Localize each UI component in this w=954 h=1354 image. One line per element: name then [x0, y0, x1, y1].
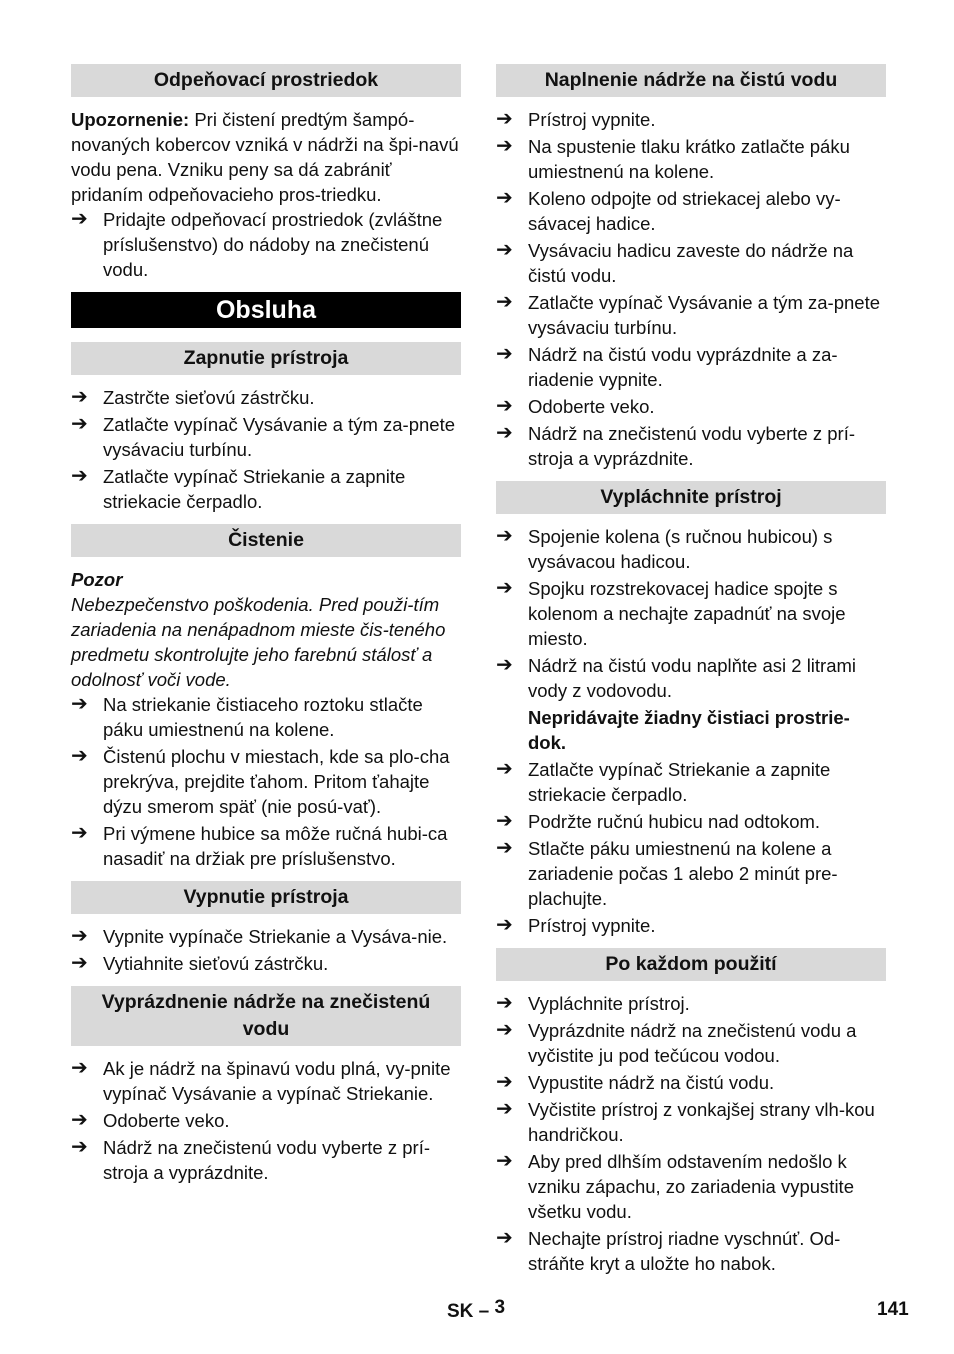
list-item-text: Vysávaciu hadicu zaveste do nádrže na čistú vodu.: [528, 240, 854, 286]
list-item: [496, 653, 886, 703]
list-item: [496, 186, 886, 236]
list-item-text: Zatlačte vypínač Striekanie a zapnite striekacie čerpadlo.: [103, 466, 406, 512]
list-item-text: Podržte ručnú hubicu nad odtokom.: [528, 811, 821, 832]
bullet-list: [71, 385, 461, 514]
list-item-text: Zastrčte sieťovú zástrčku.: [103, 387, 315, 408]
section-title: Vypnutie prístroja: [71, 881, 461, 914]
list-item: [496, 913, 886, 938]
arrow-right-icon: ➔: [496, 525, 513, 547]
list-item: [496, 757, 886, 807]
arrow-right-icon: ➔: [496, 992, 513, 1014]
bold-note: Nepridávajte žiadny čistiaci prostrie-dok.: [528, 707, 850, 753]
list-item-text: Prístroj vypnite.: [528, 109, 656, 130]
bullet-list: [496, 991, 886, 1276]
list-item-text: Spojku rozstrekovacej hadice spojte s kolenom a nechajte zapadnúť na svoje miesto.: [528, 578, 846, 649]
list-item: [71, 951, 461, 976]
list-item: [496, 238, 886, 288]
arrow-right-icon: ➔: [496, 395, 513, 417]
list-item-text: Odoberte veko.: [103, 1110, 230, 1131]
list-item-text: Vypustite nádrž na čistú vodu.: [528, 1072, 775, 1093]
arrow-right-icon: ➔: [71, 745, 88, 767]
list-item: [496, 134, 886, 184]
section-title: Vyprázdnenie nádrže na znečistenú vodu: [71, 986, 461, 1046]
list-item-text: Na striekanie čistiaceho roztoku stlačte páku umiestnenú na kolene.: [103, 694, 423, 740]
arrow-right-icon: ➔: [71, 413, 88, 435]
list-item: [71, 207, 461, 282]
list-item-text: Vypláchnite prístroj.: [528, 993, 690, 1014]
list-item: [496, 836, 886, 911]
section-title: Po každom použití: [496, 948, 886, 981]
list-item-text: Vypnite vypínače Striekanie a Vysáva-nie.: [103, 926, 448, 947]
arrow-right-icon: ➔: [71, 465, 88, 487]
bullet-list: [496, 524, 886, 703]
list-item-text: Vyprázdnite nádrž na znečistenú vodu a vyčistite ju pod tečúcou vodou.: [528, 1020, 857, 1066]
list-item: [496, 576, 886, 651]
warning-text: Nebezpečenstvo poškodenia. Pred použi-tím zariadenia na nenápadnom mieste čis-teného predmetu skontrolujte jeho farebnú stálosť a odolnosť voči vode.: [71, 594, 446, 690]
bullet-list: [71, 207, 461, 282]
list-item: [496, 809, 886, 834]
arrow-right-icon: ➔: [496, 810, 513, 832]
arrow-right-icon: ➔: [496, 1098, 513, 1120]
list-item-text: Zatlačte vypínač Vysávanie a tým za-pnete vysávaciu turbínu.: [103, 414, 456, 460]
list-item: [71, 1108, 461, 1133]
list-item: [71, 924, 461, 949]
left-column: [71, 64, 461, 1187]
list-item-text: Pridajte odpeňovací prostriedok (zvláštne príslušenstvo) do nádoby na znečistenú vodu.: [103, 209, 443, 280]
arrow-right-icon: ➔: [71, 1109, 88, 1131]
arrow-right-icon: ➔: [496, 343, 513, 365]
list-item-text: Ak je nádrž na špinavú vodu plná, vy-pnite vypínač Vysávanie a vypínač Striekanie.: [103, 1058, 451, 1104]
arrow-right-icon: ➔: [71, 1136, 88, 1158]
list-item: [496, 991, 886, 1016]
arrow-right-icon: ➔: [71, 386, 88, 408]
arrow-right-icon: ➔: [496, 577, 513, 599]
note-label: Upozornenie:: [71, 109, 190, 130]
list-item-text: Koleno odpojte od striekacej alebo vy-sávacej hadice.: [528, 188, 841, 234]
warning-title: Pozor: [71, 569, 123, 590]
arrow-right-icon: ➔: [496, 135, 513, 157]
arrow-right-icon: ➔: [496, 422, 513, 444]
right-column: [496, 64, 886, 1278]
list-item: [71, 1135, 461, 1185]
page-number: 141: [877, 1299, 909, 1320]
list-item-text: Stlačte páku umiestnenú na kolene a zariadenie počas 1 alebo 2 minút pre-plachujte.: [528, 838, 838, 909]
arrow-right-icon: ➔: [496, 291, 513, 313]
list-item-text: Nádrž na čistú vodu vyprázdnite a za-riadenie vypnite.: [528, 344, 838, 390]
list-item-text: Aby pred dlhším odstavením nedošlo k vzniku zápachu, zo zariadenia vypustite všetku vodu.: [528, 1151, 854, 1222]
list-item-text: Odoberte veko.: [528, 396, 655, 417]
arrow-right-icon: ➔: [496, 654, 513, 676]
list-item: [71, 412, 461, 462]
list-item-text: Pri výmene hubice sa môže ručná hubi-ca nasadiť na držiak pre príslušenstvo.: [103, 823, 448, 869]
bullet-list: [71, 692, 461, 871]
footer-sub-page: 3: [494, 1297, 506, 1318]
list-item: [496, 1226, 886, 1276]
note-paragraph: [71, 107, 461, 207]
list-item: [496, 290, 886, 340]
arrow-right-icon: ➔: [71, 822, 88, 844]
arrow-right-icon: ➔: [496, 758, 513, 780]
list-item: [496, 1097, 886, 1147]
list-item: [71, 744, 461, 819]
list-item: [496, 107, 886, 132]
section-title: Čistenie: [71, 524, 461, 557]
section-title: Zapnutie prístroja: [71, 342, 461, 375]
arrow-right-icon: ➔: [496, 914, 513, 936]
arrow-right-icon: ➔: [71, 1057, 88, 1079]
list-item-text: Vytiahnite sieťovú zástrčku.: [103, 953, 329, 974]
list-item: [71, 385, 461, 410]
section-title: Vypláchnite prístroj: [496, 481, 886, 514]
list-item: [496, 394, 886, 419]
list-item-text: Čistenú plochu v miestach, kde sa plo-cha prekrýva, prejdite ťahom. Pritom ťahajte dýzu smerom späť (nie posú-vať).: [103, 746, 450, 817]
list-item-text: Vyčistite prístroj z vonkajšej strany vlh-kou handričkou.: [528, 1099, 875, 1145]
list-item-text: Zatlačte vypínač Vysávanie a tým za-pnete vysávaciu turbínu.: [528, 292, 881, 338]
list-item: [496, 524, 886, 574]
list-item: [496, 342, 886, 392]
arrow-right-icon: ➔: [496, 108, 513, 130]
arrow-right-icon: ➔: [496, 1150, 513, 1172]
list-item-text: Prístroj vypnite.: [528, 915, 656, 936]
bullet-list: [496, 107, 886, 471]
arrow-right-icon: ➔: [496, 187, 513, 209]
list-item: [71, 692, 461, 742]
section-title: Naplnenie nádrže na čistú vodu: [496, 64, 886, 97]
arrow-right-icon: ➔: [71, 208, 88, 230]
list-item-text: Spojenie kolena (s ručnou hubicou) s vysávacou hadicou.: [528, 526, 833, 572]
footer-language: [447, 1297, 505, 1323]
arrow-right-icon: ➔: [496, 1019, 513, 1041]
bullet-list: [71, 1056, 461, 1185]
arrow-right-icon: ➔: [496, 837, 513, 859]
list-item-text: Nádrž na znečistenú vodu vyberte z prí-stroja a vyprázdnite.: [103, 1137, 430, 1183]
list-item: [496, 1018, 886, 1068]
list-item-text: Nechajte prístroj riadne vyschnúť. Od-stráňte kryt a uložte ho nabok.: [528, 1228, 841, 1274]
footer-separator: –: [473, 1301, 495, 1322]
list-item: [71, 1056, 461, 1106]
arrow-right-icon: ➔: [496, 239, 513, 261]
list-item-text: Nádrž na čistú vodu naplňte asi 2 litrami vody z vodovodu.: [528, 655, 857, 701]
list-item-text: Zatlačte vypínač Striekanie a zapnite striekacie čerpadlo.: [528, 759, 831, 805]
arrow-right-icon: ➔: [496, 1227, 513, 1249]
list-item: [71, 821, 461, 871]
list-item: [496, 421, 886, 471]
list-item-text: Nádrž na znečistenú vodu vyberte z prí-stroja a vyprázdnite.: [528, 423, 855, 469]
list-item: [496, 1070, 886, 1095]
arrow-right-icon: ➔: [71, 693, 88, 715]
note-text: Pri čistení predtým šampó-novaných kobercov vzniká v nádrži na špi-navú vodu pena. Vzniku peny sa dá zabrániť pridaním odpeňovacieho pros-triedku.: [71, 109, 459, 205]
arrow-right-icon: ➔: [496, 1071, 513, 1093]
bullet-list: [496, 757, 886, 938]
bullet-list: [71, 924, 461, 976]
footer-lang-code: SK: [447, 1301, 474, 1322]
section-title: Odpeňovací prostriedok: [71, 64, 461, 97]
arrow-right-icon: ➔: [71, 952, 88, 974]
chapter-title: Obsluha: [71, 292, 461, 328]
arrow-right-icon: ➔: [71, 925, 88, 947]
list-item: [71, 464, 461, 514]
list-item: [496, 1149, 886, 1224]
list-item-text: Na spustenie tlaku krátko zatlačte páku umiestnenú na kolene.: [528, 136, 850, 182]
